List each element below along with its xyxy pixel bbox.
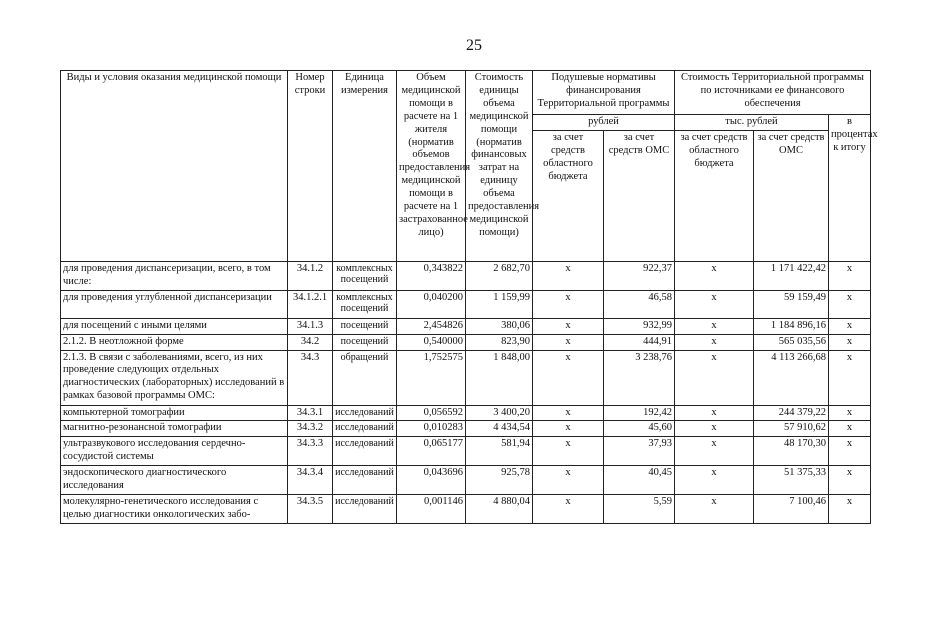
row-cost-oms: 7 100,46 (754, 494, 829, 523)
row-unit: посещений (333, 334, 397, 350)
row-cost-regional-budget: x (675, 261, 754, 290)
row-percent: x (829, 350, 871, 405)
row-percent: x (829, 494, 871, 523)
header-cost-oms: за счет средств ОМС (754, 130, 829, 261)
header-program-cost: Стоимость Территориальной программы по источниками ее финансового обеспечения (675, 71, 871, 115)
row-cost-oms: 4 113 266,68 (754, 350, 829, 405)
row-name: для проведения углубленной диспансеризации (61, 290, 288, 318)
row-unit: обращений (333, 350, 397, 405)
row-volume: 0,010283 (397, 421, 466, 437)
row-percent: x (829, 466, 871, 495)
row-cost-regional-budget: x (675, 350, 754, 405)
row-unit-cost: 3 400,20 (466, 405, 533, 421)
row-norm-oms: 922,37 (604, 261, 675, 290)
row-norm-regional-budget: x (533, 405, 604, 421)
row-norm-regional-budget: x (533, 334, 604, 350)
row-name: для посещений с иными целями (61, 318, 288, 334)
row-unit-cost: 2 682,70 (466, 261, 533, 290)
row-unit-cost: 1 848,00 (466, 350, 533, 405)
row-number: 34.1.2 (288, 261, 333, 290)
financing-table (60, 70, 878, 524)
row-unit: посещений (333, 318, 397, 334)
row-cost-oms: 1 171 422,42 (754, 261, 829, 290)
row-norm-oms: 932,99 (604, 318, 675, 334)
row-cost-oms: 51 375,33 (754, 466, 829, 495)
table-row (61, 494, 871, 523)
row-unit: комплексных посещений (333, 290, 397, 318)
header-per-capita-norms: Подушевые нормативы финансирования Территориальной программы (533, 71, 675, 115)
row-volume: 0,065177 (397, 437, 466, 466)
row-number: 34.2 (288, 334, 333, 350)
row-cost-regional-budget: x (675, 405, 754, 421)
row-cost-oms: 57 910,62 (754, 421, 829, 437)
row-cost-oms: 48 170,30 (754, 437, 829, 466)
row-norm-regional-budget: x (533, 466, 604, 495)
row-norm-regional-budget: x (533, 318, 604, 334)
header-unit: Единица измерения (333, 71, 397, 262)
row-name: компьютерной томографии (61, 405, 288, 421)
row-cost-oms: 59 159,49 (754, 290, 829, 318)
row-unit: исследований (333, 437, 397, 466)
row-unit: исследований (333, 405, 397, 421)
row-cost-regional-budget: x (675, 290, 754, 318)
row-norm-regional-budget: x (533, 261, 604, 290)
row-unit: исследований (333, 421, 397, 437)
table-row (61, 421, 871, 437)
row-name: для проведения диспансеризации, всего, в том числе: (61, 261, 288, 290)
row-norm-regional-budget: x (533, 494, 604, 523)
header-row-number: Номер строки (288, 71, 333, 262)
row-volume: 0,043696 (397, 466, 466, 495)
row-unit: исследований (333, 466, 397, 495)
row-volume: 0,040200 (397, 290, 466, 318)
row-cost-regional-budget: x (675, 421, 754, 437)
row-norm-oms: 3 238,76 (604, 350, 675, 405)
row-norm-oms: 45,60 (604, 421, 675, 437)
row-percent: x (829, 437, 871, 466)
row-volume: 0,343822 (397, 261, 466, 290)
row-cost-regional-budget: x (675, 318, 754, 334)
row-number: 34.3.5 (288, 494, 333, 523)
row-volume: 0,056592 (397, 405, 466, 421)
row-cost-regional-budget: x (675, 466, 754, 495)
row-number: 34.3 (288, 350, 333, 405)
table-row (61, 466, 871, 495)
row-volume: 2,454826 (397, 318, 466, 334)
row-unit-cost: 1 159,99 (466, 290, 533, 318)
row-name: магнитно-резонансной томографии (61, 421, 288, 437)
table-row (61, 437, 871, 466)
row-norm-oms: 40,45 (604, 466, 675, 495)
row-cost-regional-budget: x (675, 494, 754, 523)
header-care-types: Виды и условия оказания медицинской помощи (61, 71, 288, 262)
table-row (61, 334, 871, 350)
row-unit-cost: 380,06 (466, 318, 533, 334)
table-row (61, 261, 871, 290)
row-percent: x (829, 334, 871, 350)
row-percent: x (829, 405, 871, 421)
row-number: 34.1.3 (288, 318, 333, 334)
row-number: 34.3.4 (288, 466, 333, 495)
header-cost-regional-budget: за счет средств областного бюджета (675, 130, 754, 261)
row-number: 34.3.3 (288, 437, 333, 466)
table-row (61, 290, 871, 318)
row-unit: комплексных посещений (333, 261, 397, 290)
table-row (61, 318, 871, 334)
row-name: 2.1.2. В неотложной форме (61, 334, 288, 350)
row-unit-cost: 581,94 (466, 437, 533, 466)
row-volume: 0,540000 (397, 334, 466, 350)
row-name: ультразвукового исследования сердечно-сосудистой системы (61, 437, 288, 466)
row-unit: исследований (333, 494, 397, 523)
row-cost-oms: 565 035,56 (754, 334, 829, 350)
row-number: 34.1.2.1 (288, 290, 333, 318)
header-percent-of-total: в процентах к итогу (829, 115, 871, 262)
table-row (61, 350, 871, 405)
row-percent: x (829, 421, 871, 437)
header-norm-oms: за счет средств ОМС (604, 130, 675, 261)
row-number: 34.3.1 (288, 405, 333, 421)
header-volume: Объем медицинской помощи в расчете на 1 жителя (норматив объемов предоставления медицинской помощи в расчете на 1 застрахованное лицо) (397, 71, 466, 262)
row-norm-regional-budget: x (533, 437, 604, 466)
row-norm-oms: 192,42 (604, 405, 675, 421)
row-norm-oms: 37,93 (604, 437, 675, 466)
row-number: 34.3.2 (288, 421, 333, 437)
row-cost-oms: 244 379,22 (754, 405, 829, 421)
row-volume: 0,001146 (397, 494, 466, 523)
row-name: эндоскопического диагностического исследования (61, 466, 288, 495)
header-unit-thousand-rubles: тыс. рублей (675, 115, 829, 131)
row-unit-cost: 823,90 (466, 334, 533, 350)
row-norm-oms: 444,91 (604, 334, 675, 350)
row-unit-cost: 4 880,04 (466, 494, 533, 523)
header-unit-cost: Стоимость единицы объема медицинской помощи (норматив финансовых затрат на единицу объема предоставления медицинской помощи) (466, 71, 533, 262)
row-cost-regional-budget: x (675, 437, 754, 466)
row-percent: x (829, 290, 871, 318)
row-norm-regional-budget: x (533, 421, 604, 437)
row-cost-oms: 1 184 896,16 (754, 318, 829, 334)
row-cost-regional-budget: x (675, 334, 754, 350)
row-unit-cost: 4 434,54 (466, 421, 533, 437)
row-name: 2.1.3. В связи с заболеваниями, всего, из них проведение следующих отдельных диагностических (лабораторных) исследований в рамках базовой программы ОМС: (61, 350, 288, 405)
row-norm-oms: 5,59 (604, 494, 675, 523)
row-norm-regional-budget: x (533, 350, 604, 405)
row-norm-oms: 46,58 (604, 290, 675, 318)
row-name: молекулярно-генетического исследования с целью диагностики онкологических забо- (61, 494, 288, 523)
row-volume: 1,752575 (397, 350, 466, 405)
row-percent: x (829, 318, 871, 334)
row-percent: x (829, 261, 871, 290)
page-number: 25 (466, 37, 482, 54)
row-unit-cost: 925,78 (466, 466, 533, 495)
table-row (61, 405, 871, 421)
row-norm-regional-budget: x (533, 290, 604, 318)
header-unit-rubles: рублей (533, 115, 675, 131)
header-norm-regional-budget: за счет средств областного бюджета (533, 130, 604, 261)
